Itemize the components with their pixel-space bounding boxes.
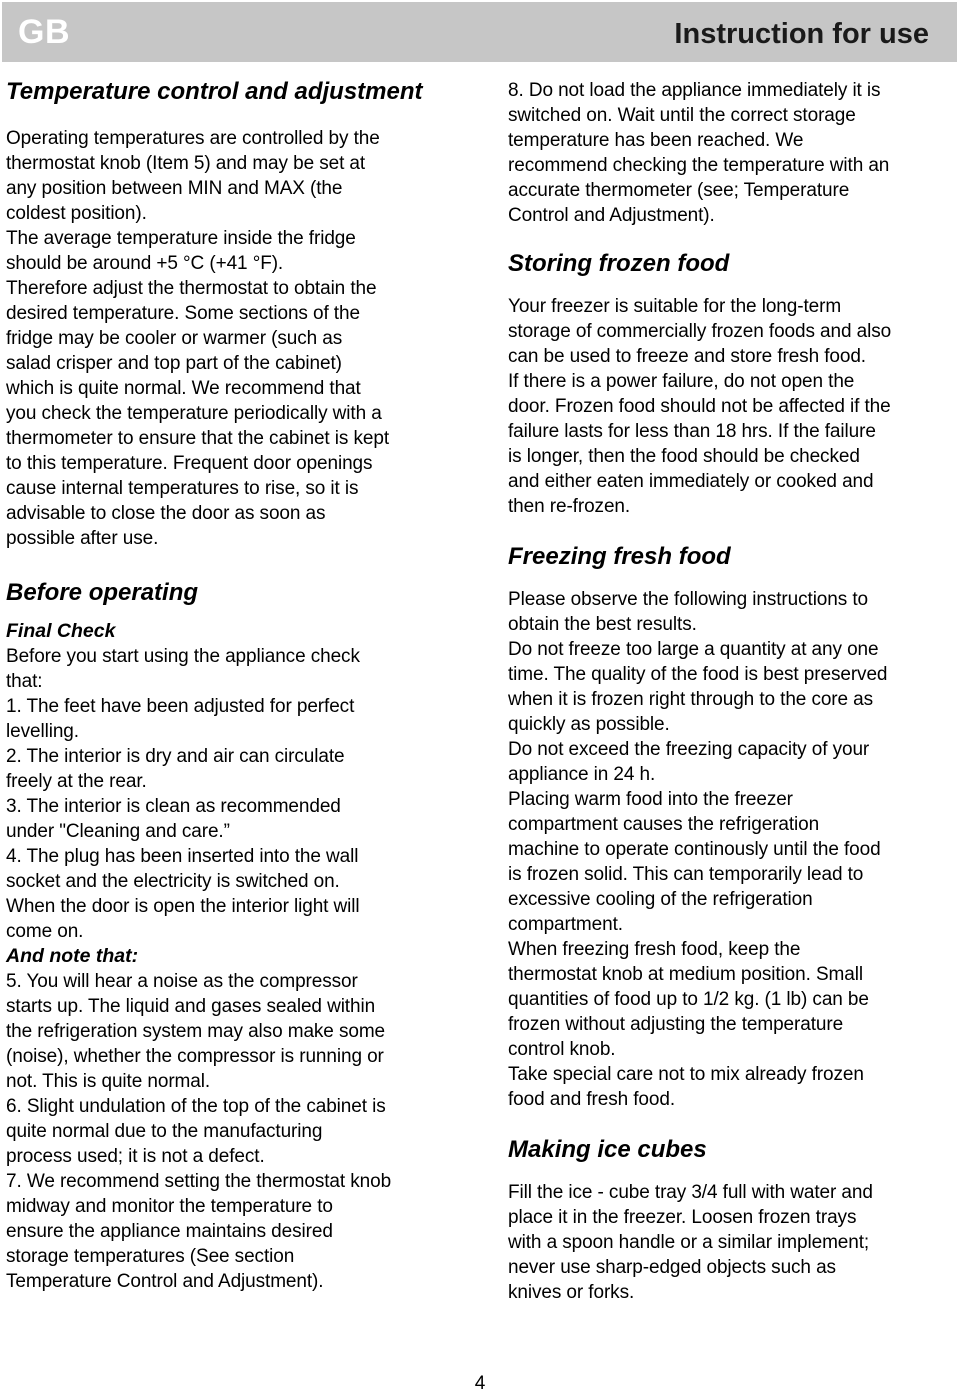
language-code: GB — [18, 13, 70, 51]
freezing-fresh-food-text: Please observe the following instructions to obtain the best results. Do not freeze too large a quantity at any one time. The quality of the food is best preserved when it is frozen right through to the core as quickly as possible. Do not exceed the freezing capacity of your appliance in 24 h. Placing warm food into the freezer compartment causes the refrigeration machine to operate continously until the food is frozen solid. This can temporarily lead to excessive cooling of the refrigeration compartment. When freezing fresh food, keep the thermostat knob at medium position. Small quantities of food up to 1/2 kg. (1 lb) can be frozen without adjusting the temperature control knob. Take special care not to mix already frozen food and fresh food. — [508, 589, 888, 1110]
temperature-control-heading: Temperature control and adjustment — [6, 78, 423, 105]
storing-frozen-food-heading: Storing frozen food — [508, 250, 730, 277]
item-8-text: 8. Do not load the appliance immediately it is switched on. Wait until the correct storage temperature has been reached. We recommend checking the temperature with an accurate thermometer (see; Temperature Control and Adjustment). — [508, 80, 890, 226]
note-text: 5. You will hear a noise as the compressor starts up. The liquid and gases sealed within the refrigeration system may also make some (noise), whether the compressor is running or not. This is quite normal. 6. Slight undulation of the top of the cabinet is quite normal due to the manufacturing process used; it is not a defect. 7. We recommend setting the thermostat knob midway and monitor the temperature to ensure the appliance maintains desired storage temperatures (See section Temperature Control and Adjustment). — [6, 971, 392, 1292]
freezing-fresh-food-heading: Freezing fresh food — [508, 543, 731, 570]
temperature-control-text: Operating temperatures are controlled by the thermostat knob (Item 5) and may be set at any position between MIN and MAX (the coldest position). The average temperature inside the fridge should be around +5 °C (+41 °F). Therefore adjust the thermostat to obtain the desired temperature. Some sections of the fridge may be cooler or warmer (such as salad crisper and top part of the cabinet) which is quite normal. We recommend that you check the temperature periodically with a thermometer to ensure that the cabinet is kept to this temperature. Frequent door openings cause internal temperatures to rise, so it is advisable to close the door as soon as possible after use. — [6, 128, 389, 549]
making-ice-cubes-heading: Making ice cubes — [508, 1136, 707, 1163]
right-column — [508, 78, 956, 1305]
before-operating-heading: Before operating — [6, 579, 199, 606]
left-column — [6, 76, 476, 1294]
final-check-text: Before you start using the appliance check that: 1. The feet have been adjusted for perfect levelling. 2. The interior is dry and air can circulate freely at the rear. 3. The interior is clean as recommended under "Cleaning and care.” 4. The plug has been inserted into the wall socket and the electricity is switched on. When the door is open the interior light will come on. — [6, 646, 360, 942]
final-check-heading: Final Check — [6, 620, 116, 642]
storing-frozen-food-text: Your freezer is suitable for the long-term storage of commercially frozen foods and also can be used to freeze and store fresh food. If there is a power failure, do not open the door. Frozen food should not be affected if the failure lasts for less than 18 hrs. If the failure is longer, then the food should be checked and either eaten immediately or cooked and then re-frozen. — [508, 296, 892, 517]
page-number: 4 — [474, 1373, 486, 1394]
making-ice-cubes-text: Fill the ice - cube tray 3/4 full with water and place it in the freezer. Loosen frozen trays with a spoon handle or a similar implement; never use sharp-edged objects such as knives or forks. — [508, 1182, 873, 1303]
page-header — [2, 2, 957, 62]
document-title: Instruction for use — [674, 18, 929, 50]
note-heading: And note that: — [6, 945, 139, 967]
